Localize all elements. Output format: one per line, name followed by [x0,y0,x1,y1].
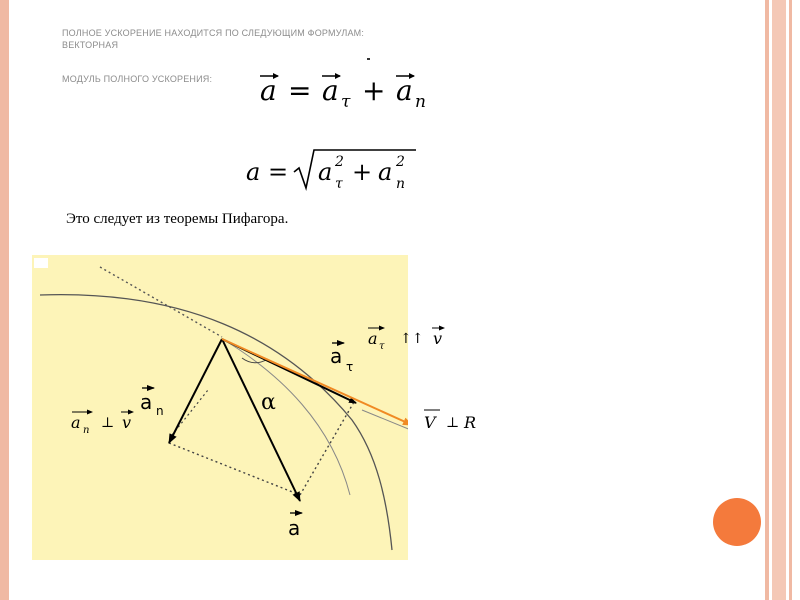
module-caption: МОДУЛЬ ПОЛНОГО УСКОРЕНИЯ: [62,74,213,84]
formula-vector-plus: + [362,74,386,107]
decorative-orange-circle [713,498,761,546]
rel-a-tau-sub: τ [379,341,385,352]
rel-a-tau-vec: a [368,329,378,348]
label-a-n: a [140,390,153,414]
right-decor-stripe-wide [772,0,786,600]
rel-a-n-vec: a [71,413,81,432]
label-a-n-sub: n [156,404,164,418]
formula-vector-lhs: a [260,74,277,107]
formula-module-term1-sup: 2 [335,154,344,170]
diagram-corner-patch [34,258,48,268]
formula-vector-term1-sub: τ [341,92,351,112]
formula-module-term2-sub: n [396,176,406,192]
formula-vector-term1: a [322,74,339,107]
rel-v-vec: V [424,413,436,432]
label-alpha: α [261,390,276,415]
rel-a-tau-v: v [433,329,443,348]
module-formula [244,144,424,196]
label-a-tau: a [330,344,343,368]
right-decor-stripe-thin [789,0,792,600]
formula-module-term1: a [318,158,333,186]
rel-a-n-symbol: ⊥ [101,415,115,431]
formula-module-lhs: a [246,158,261,186]
rel-v-symbol: ⊥ [446,415,460,431]
rel-a-n-v: v [122,413,132,432]
formula-vector-term2: a [396,74,413,107]
rel-v-r: R [464,413,477,432]
slide-title: ПОЛНОЕ УСКОРЕНИЕ НАХОДИТСЯ ПО СЛЕДУЮЩИМ ФОРМУЛАМ: [62,28,365,38]
vector-formula [258,62,448,112]
acceleration-diagram [32,255,408,560]
formula-module-term2: a [378,158,393,186]
pythagoras-text: Это следует из теоремы Пифагора. [66,211,289,227]
formula-module-term2-sup: 2 [396,154,405,170]
formula-module-plus: + [352,158,373,186]
formula-vector-term2-sub: n [415,92,426,112]
left-decor-stripe [0,0,9,600]
rel-a-n-sub: n [83,425,90,436]
formula-module-term1-sub: τ [335,176,343,192]
rel-a-tau-symbol: ↑↑ [400,331,424,347]
formula-module-eq: = [268,158,289,186]
label-a-total: a [288,516,301,540]
formula-vector-eq: = [288,74,312,107]
vector-caption: ВЕКТОРНАЯ [62,40,119,50]
stray-mark [367,58,370,60]
label-a-tau-sub: τ [346,360,354,374]
right-decor-stripe [765,0,769,600]
